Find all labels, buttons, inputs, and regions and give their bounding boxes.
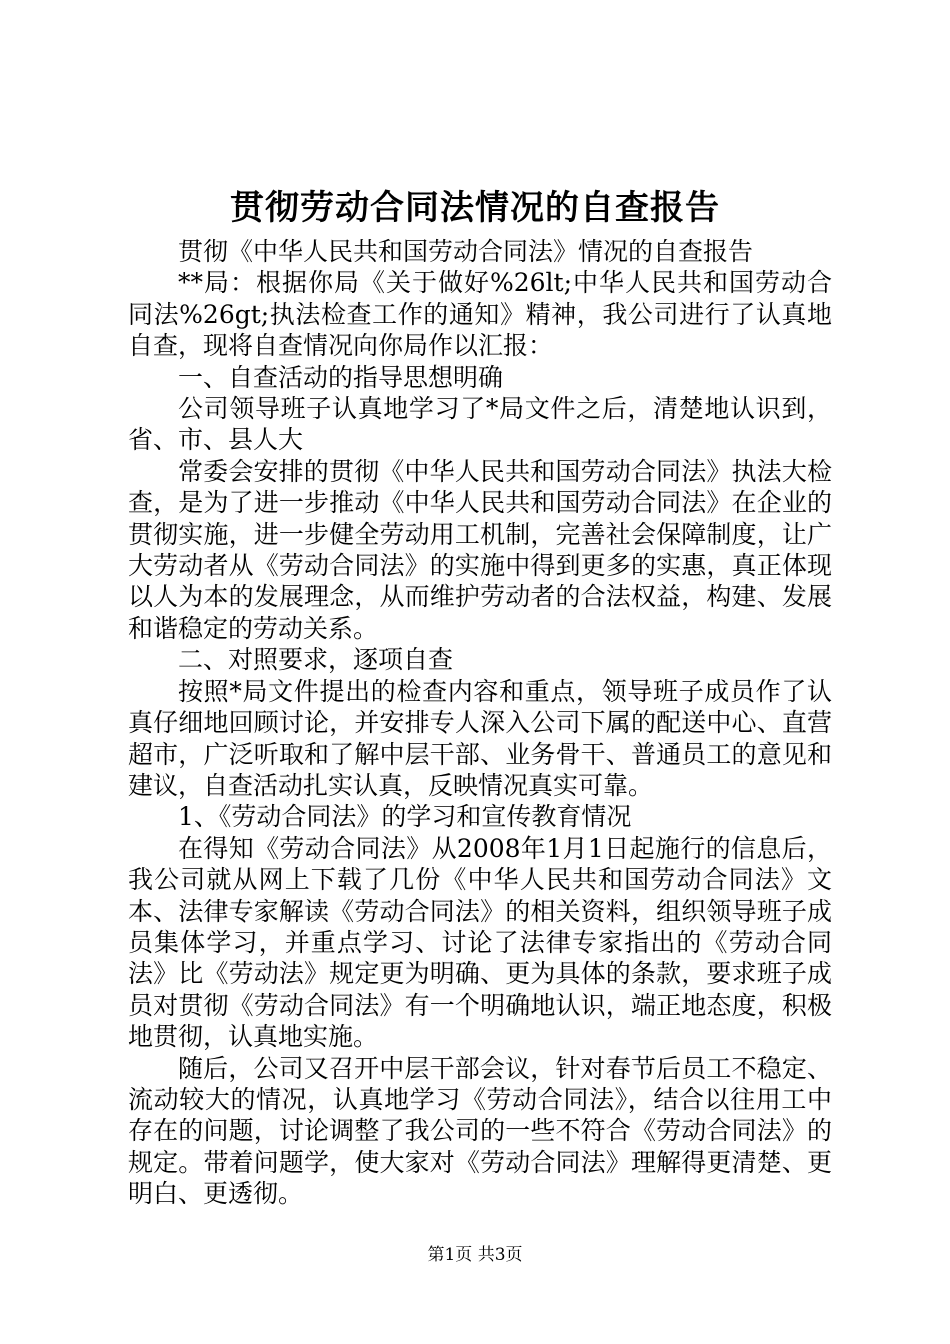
paragraph-body: 在得知《劳动合同法》从2008年1月1日起施行的信息后，我公司就从网上下载了几份《中华人民共和国劳动合同法》文本、法律专家解读《劳动合同法》的相关资料，组织领导班子成员集体学习，并重点学习、讨论了法律专家指出的《劳动合同法》比《劳动法》规定更为明确、更为具体的条款，要求班子成员对贯彻《劳动合同法》有一个明确地认识，端正地态度，积极地贯彻，认真地实施。 — [128, 833, 832, 1052]
paragraph-salutation: **局：根据你局《关于做好%26lt;中华人民共和国劳动合同法%26gt;执法检查工作的通知》精神，我公司进行了认真地自查，现将自查情况向你局作以汇报： — [128, 268, 832, 361]
document-body — [128, 236, 832, 1210]
paragraph-body: 常委会安排的贯彻《中华人民共和国劳动合同法》执法大检查，是为了进一步推动《中华人民共和国劳动合同法》在企业的贯彻实施，进一步健全劳动用工机制，完善社会保障制度，让广大劳动者从《劳动合同法》的实施中得到更多的实惠，真正体现以人为本的发展理念，从而维护劳动者的合法权益，构建、发展和谐稳定的劳动关系。 — [128, 456, 832, 643]
paragraph-body: 随后，公司又召开中层干部会议，针对春节后员工不稳定、流动较大的情况，认真地学习《劳动合同法》，结合以往用工中存在的问题，讨论调整了我公司的一些不符合《劳动合同法》的规定。带着问题学，使大家对《劳动合同法》理解得更清楚、更明白、更透彻。 — [128, 1053, 832, 1209]
paragraph-body: 按照*局文件提出的检查内容和重点，领导班子成员作了认真仔细地回顾讨论，并安排专人深入公司下属的配送中心、直营超市，广泛听取和了解中层干部、业务骨干、普通员工的意见和建议，自查活动扎实认真，反映情况真实可靠。 — [128, 676, 832, 800]
section-heading-2: 二、对照要求，逐项自查 — [178, 645, 454, 675]
document-title: 贯彻劳动合同法情况的自查报告 — [230, 188, 720, 228]
paragraph-report-heading: 贯彻《中华人民共和国劳动合同法》情况的自查报告 — [178, 237, 754, 266]
page-number-footer: 第1页 共3页 — [427, 1245, 523, 1265]
subsection-heading-1: 1、《劳动合同法》的学习和宣传教育情况 — [178, 802, 632, 832]
section-heading-1: 一、自查活动的指导思想明确 — [178, 362, 504, 392]
paragraph-body: 公司领导班子认真地学习了*局文件之后，清楚地认识到，省、市、县人大 — [128, 394, 832, 455]
